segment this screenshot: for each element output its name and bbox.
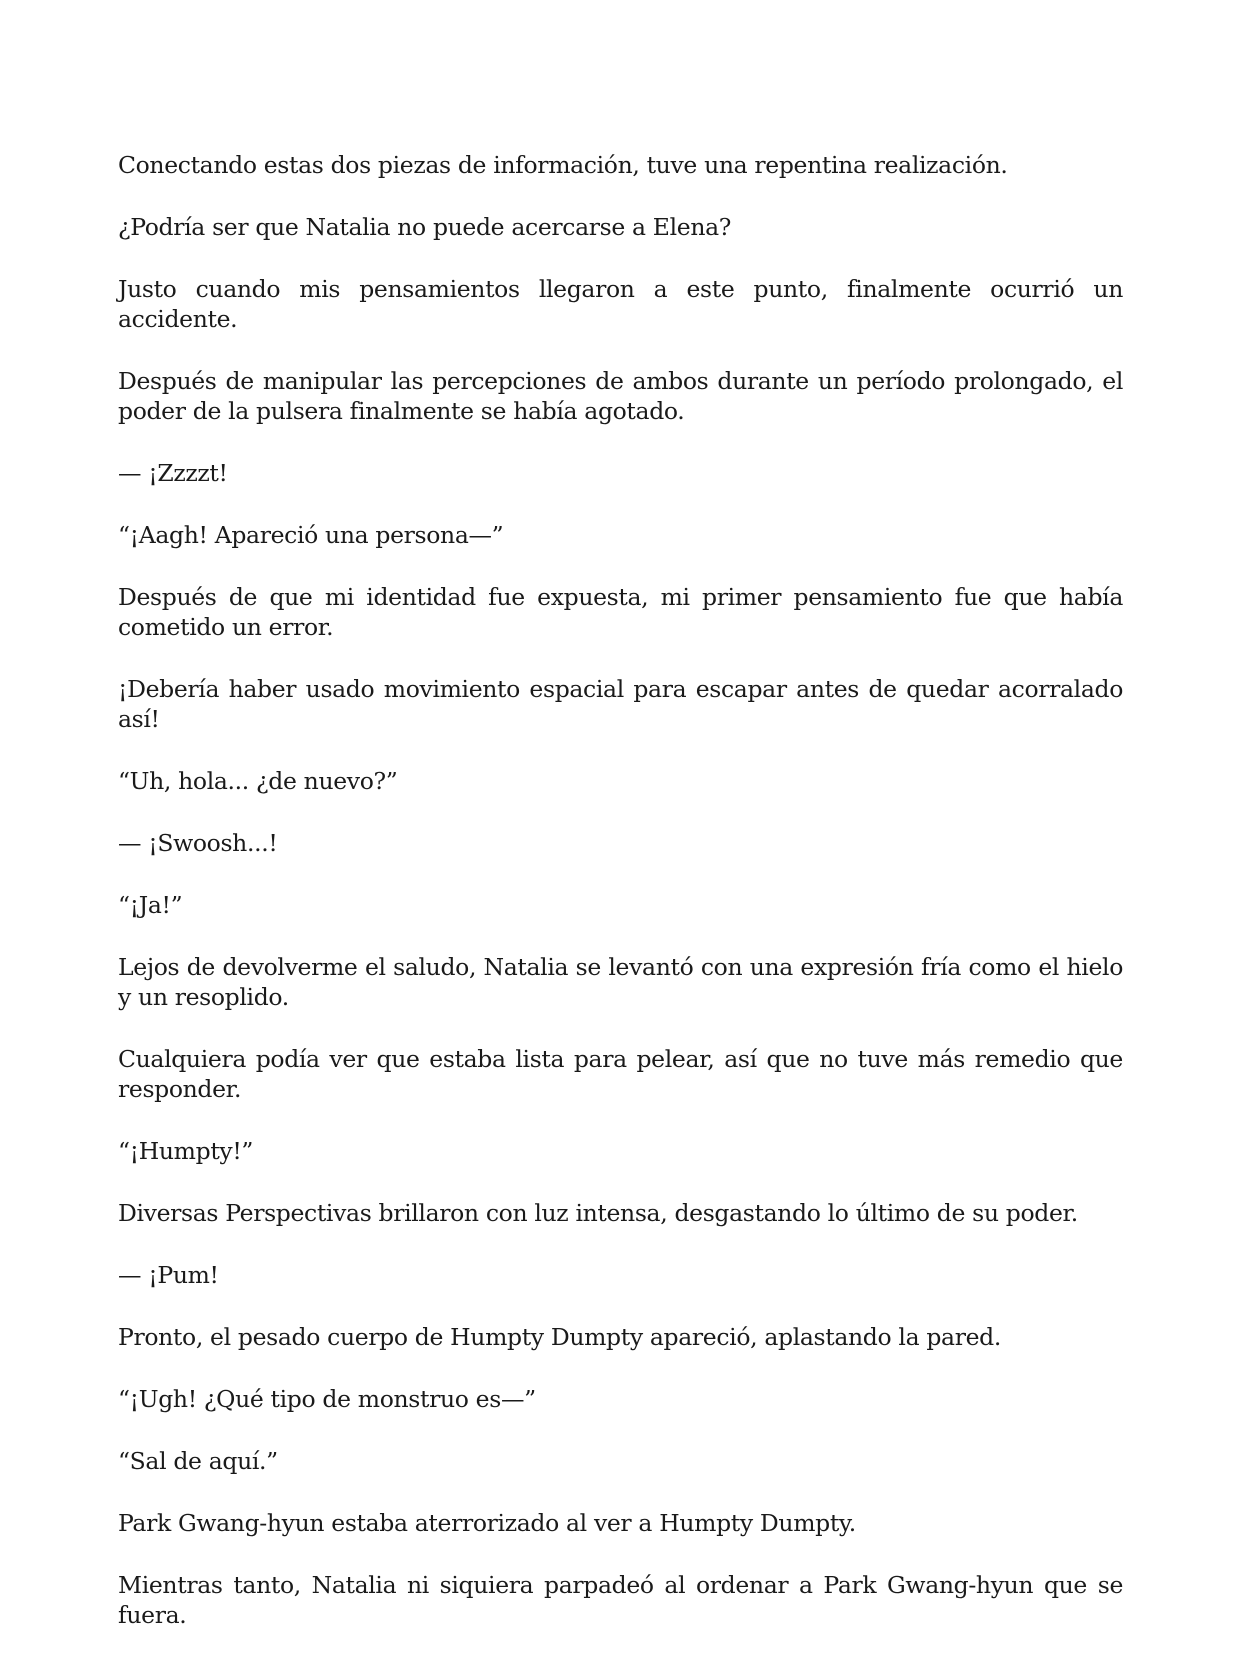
paragraph: “¡Ja!”	[118, 891, 183, 919]
paragraph: “¡Aagh! Apareció una persona—”	[118, 521, 504, 549]
paragraph: — ¡Zzzzt!	[118, 459, 228, 487]
paragraph: “Uh, hola... ¿de nuevo?”	[118, 767, 398, 795]
paragraph: Pronto, el pesado cuerpo de Humpty Dumpty apareció, aplastando la pared.	[118, 1323, 1001, 1351]
paragraph: — ¡Swoosh...!	[118, 829, 278, 857]
paragraph: Después de que mi identidad fue expuesta, mi primer pensamiento fue que había cometido un error.	[118, 583, 1123, 641]
paragraph: Conectando estas dos piezas de información, tuve una repentina realización.	[118, 151, 1008, 179]
paragraph: “¡Ugh! ¿Qué tipo de monstruo es—”	[118, 1385, 536, 1413]
paragraph: Justo cuando mis pensamientos llegaron a este punto, finalmente ocurrió un accidente.	[118, 275, 1123, 333]
paragraph: Lejos de devolverme el saludo, Natalia se levantó con una expresión fría como el hielo y un resoplido.	[118, 953, 1123, 1011]
paragraph: Mientras tanto, Natalia ni siquiera parpadeó al ordenar a Park Gwang-hyun que se fuera.	[118, 1571, 1123, 1629]
document-body	[118, 150, 1123, 1662]
paragraph: Park Gwang-hyun estaba aterrorizado al ver a Humpty Dumpty.	[118, 1509, 856, 1537]
paragraph: Cualquiera podía ver que estaba lista para pelear, así que no tuve más remedio que responder.	[118, 1045, 1123, 1103]
paragraph: — ¡Pum!	[118, 1261, 219, 1289]
paragraph: ¿Podría ser que Natalia no puede acercarse a Elena?	[118, 213, 732, 241]
paragraph: “¡Humpty!”	[118, 1137, 254, 1165]
paragraph: Después de manipular las percepciones de ambos durante un período prolongado, el poder de la pulsera finalmente se había agotado.	[118, 367, 1123, 425]
paragraph: Diversas Perspectivas brillaron con luz intensa, desgastando lo último de su poder.	[118, 1199, 1078, 1227]
paragraph: ¡Debería haber usado movimiento espacial para escapar antes de quedar acorralado así!	[118, 675, 1123, 733]
paragraph: “Sal de aquí.”	[118, 1447, 278, 1475]
